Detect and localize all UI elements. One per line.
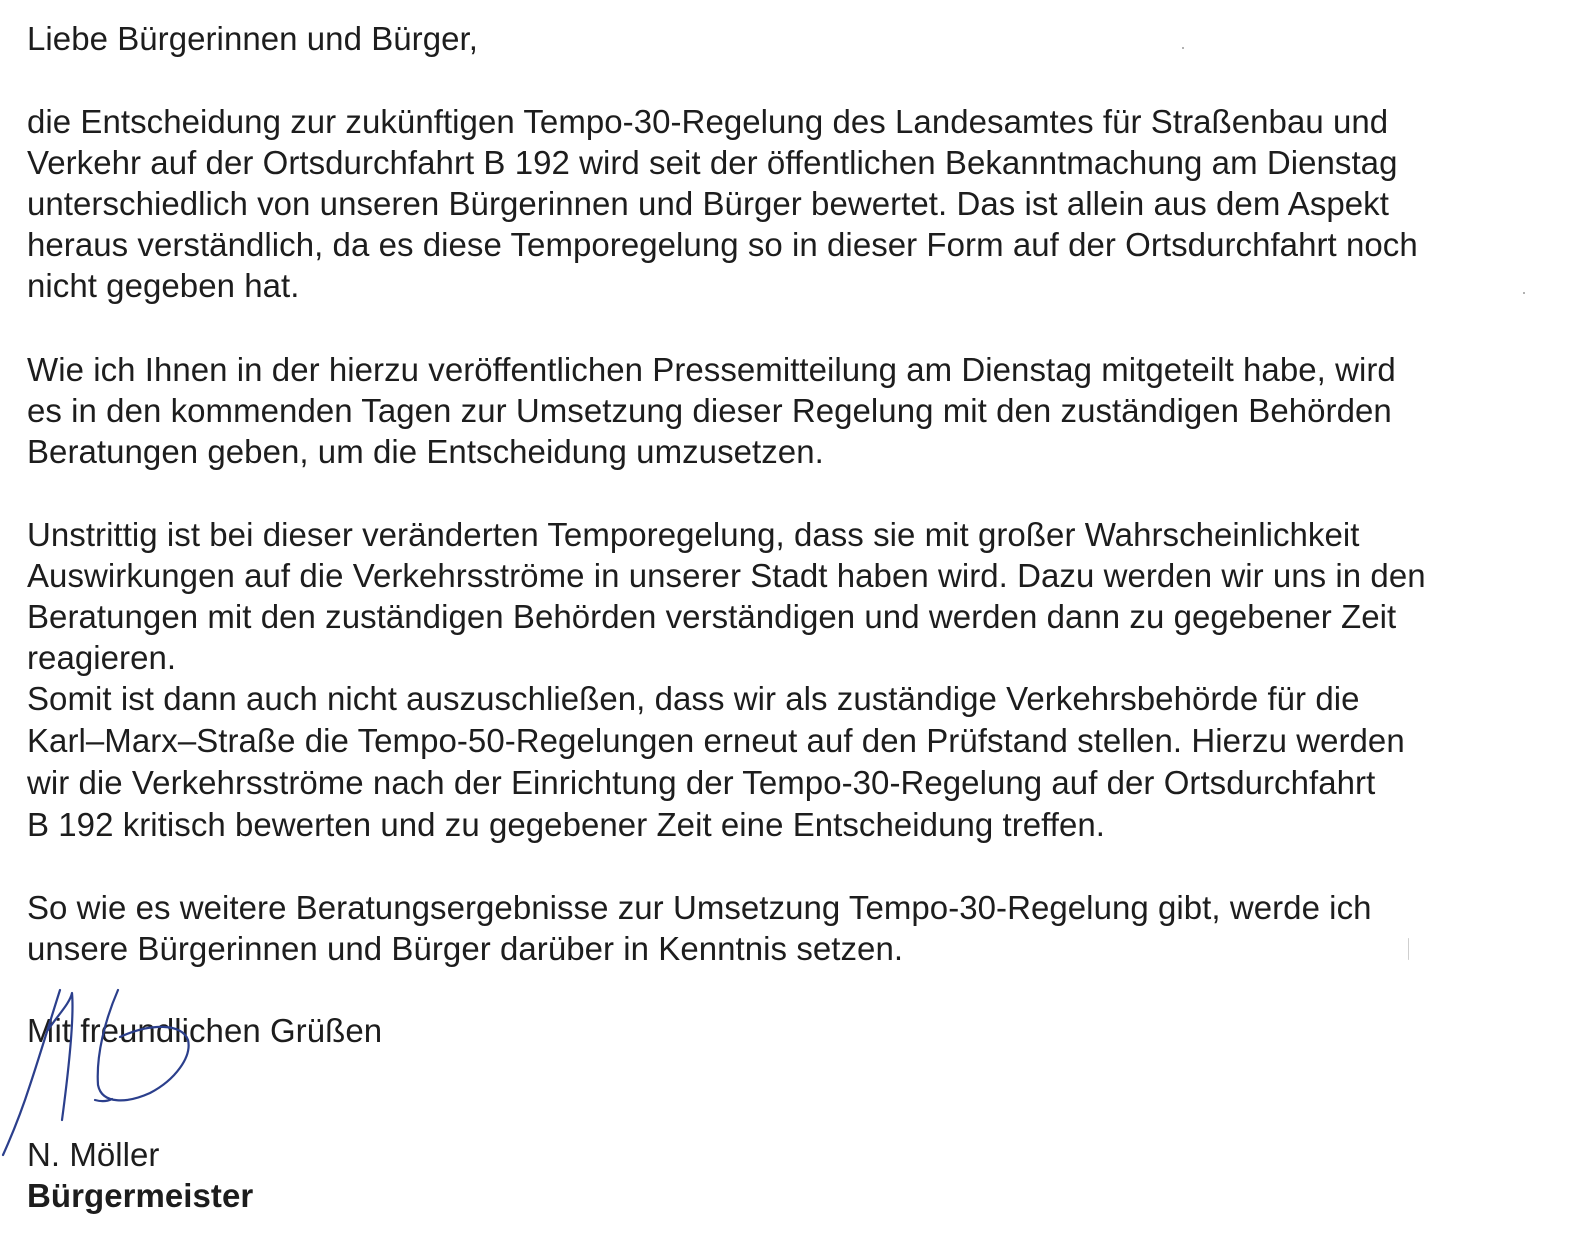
paragraph-line: nicht gegeben hat. <box>27 267 300 304</box>
paragraph-line: Beratungen geben, um die Entscheidung umzusetzen. <box>27 433 824 470</box>
paragraph-line: unsere Bürgerinnen und Bürger darüber in Kenntnis setzen. <box>27 930 904 967</box>
signatory-title: Bürgermeister <box>27 1177 254 1214</box>
paragraph-line: Beratungen mit den zuständigen Behörden verständigen und werden dann zu gegebener Zeit <box>27 598 1397 635</box>
paragraph-line: Karl–Marx–Straße die Tempo-50-Regelungen erneut auf den Prüfstand stellen. Hierzu werden <box>27 722 1405 759</box>
paragraph-line: Verkehr auf der Ortsdurchfahrt B 192 wird seit der öffentlichen Bekanntmachung am Dienstag <box>27 144 1398 181</box>
salutation: Liebe Bürgerinnen und Bürger, <box>27 20 478 57</box>
paragraph-line: unterschiedlich von unseren Bürgerinnen und Bürger bewertet. Das ist allein aus dem Aspekt <box>27 185 1389 222</box>
paragraph-line: wir die Verkehrsströme nach der Einrichtung der Tempo-30-Regelung auf der Ortsdurchfahrt <box>27 764 1376 801</box>
paragraph-line: heraus verständlich, da es diese Temporegelung so in dieser Form auf der Ortsdurchfahrt noch <box>27 226 1418 263</box>
paragraph-line: Auswirkungen auf die Verkehrsströme in unserer Stadt haben wird. Dazu werden wir uns in den <box>27 557 1426 594</box>
paragraph-line: reagieren. <box>27 639 177 676</box>
paragraph-line: Somit ist dann auch nicht auszuschließen, dass wir als zuständige Verkehrsbehörde für die <box>27 680 1360 717</box>
scan-speck <box>1182 47 1184 49</box>
letter-body <box>27 0 1562 1252</box>
paragraph-line: B 192 kritisch bewerten und zu gegebener Zeit eine Entscheidung treffen. <box>27 806 1106 843</box>
paragraph-line: die Entscheidung zur zukünftigen Tempo-30-Regelung des Landesamtes für Straßenbau und <box>27 103 1389 140</box>
signatory-name: N. Möller <box>27 1136 160 1173</box>
paragraph-line: So wie es weitere Beratungsergebnisse zur Umsetzung Tempo-30-Regelung gibt, werde ich <box>27 889 1372 926</box>
paragraph-line: es in den kommenden Tagen zur Umsetzung dieser Regelung mit den zuständigen Behörden <box>27 392 1392 429</box>
scan-speck <box>1523 292 1525 294</box>
closing: Mit freundlichen Grüßen <box>27 1012 383 1049</box>
scan-speck <box>1408 938 1409 960</box>
paragraph-line: Wie ich Ihnen in der hierzu veröffentlichen Pressemitteilung am Dienstag mitgeteilt habe, wird <box>27 351 1396 388</box>
paragraph-line: Unstrittig ist bei dieser veränderten Temporegelung, dass sie mit großer Wahrscheinlichkeit <box>27 516 1360 553</box>
